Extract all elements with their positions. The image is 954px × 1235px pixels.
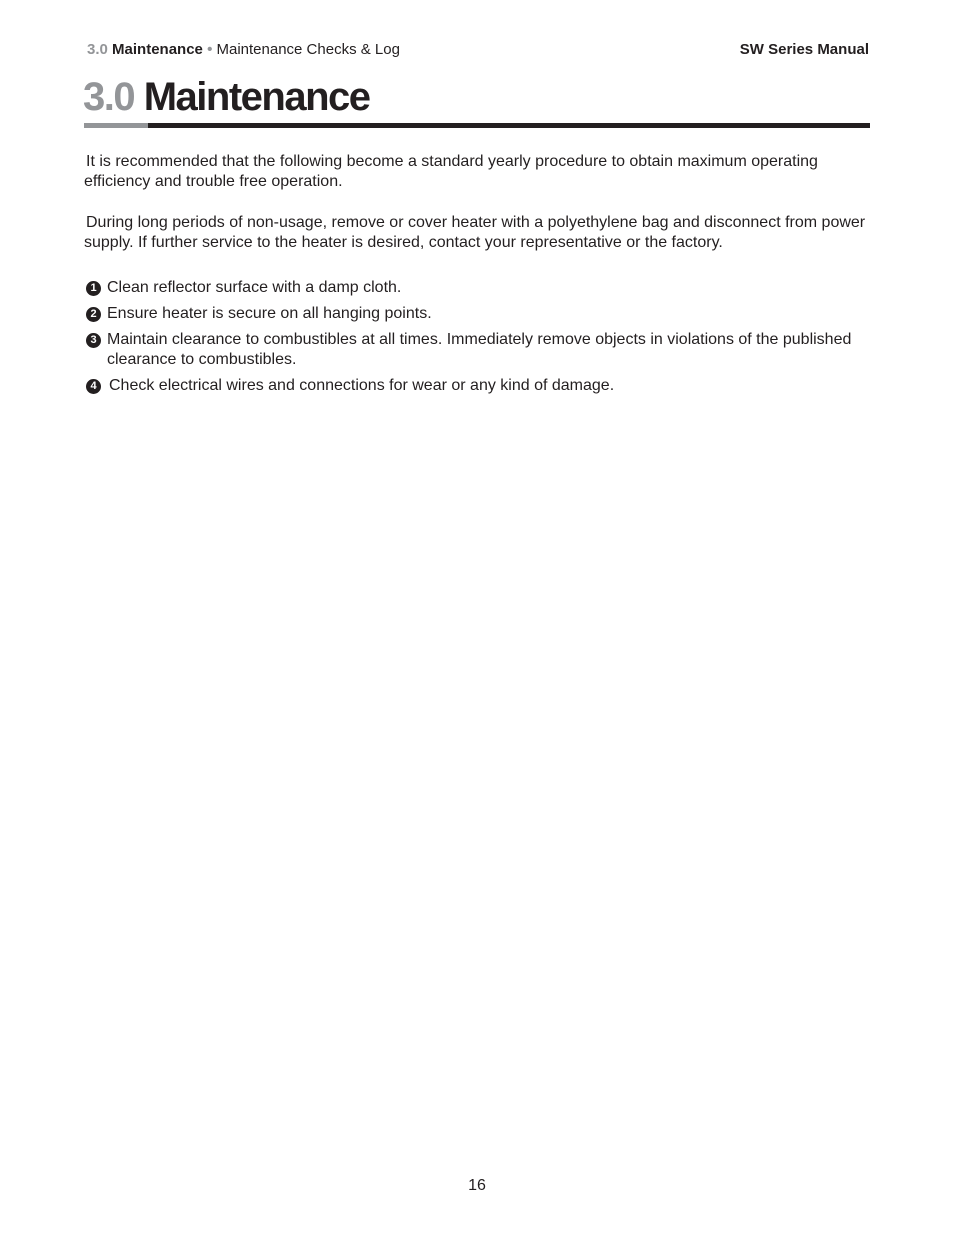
list-item [85,304,865,324]
step-number-badge: 1 [86,281,101,296]
running-header-section [87,41,400,59]
maintenance-steps-list [85,278,865,396]
header-manual-title: SW Series Manual [739,41,869,58]
list-item [85,376,865,396]
header-section-number: 3.0 [87,41,108,58]
page-title-number: 3.0 [83,75,135,119]
step-number-badge: 2 [86,307,101,322]
step-number-badge: 3 [86,333,101,348]
title-underline-accent [84,123,148,128]
list-item [85,330,865,370]
header-section-title: Maintenance [112,41,203,58]
storage-paragraph: During long periods of non-usage, remove or cover heater with a polyethylene bag and disconnect from power supply. If further service to the heater is desired, contact your representative or the factory. [84,214,866,251]
page-title-text: Maintenance [143,75,370,119]
list-item [85,278,865,298]
page-title [83,74,370,120]
header-separator-bullet: • [207,41,213,58]
step-number-badge: 4 [86,379,101,394]
step-text: Clean reflector surface with a damp cloth. [107,279,402,296]
step-text: Check electrical wires and connections for wear or any kind of damage. [109,377,615,394]
step-text: Maintain clearance to combustibles at all times. Immediately remove objects in violations of the published clearance to combustibles. [107,331,852,368]
step-text: Ensure heater is secure on all hanging points. [107,305,432,322]
intro-paragraph: It is recommended that the following become a standard yearly procedure to obtain maximum operating efficiency and trouble free operation. [84,153,818,190]
page-number: 16 [468,1177,486,1194]
title-underline-rule [84,123,870,128]
header-subsection-title: Maintenance Checks & Log [216,41,400,58]
